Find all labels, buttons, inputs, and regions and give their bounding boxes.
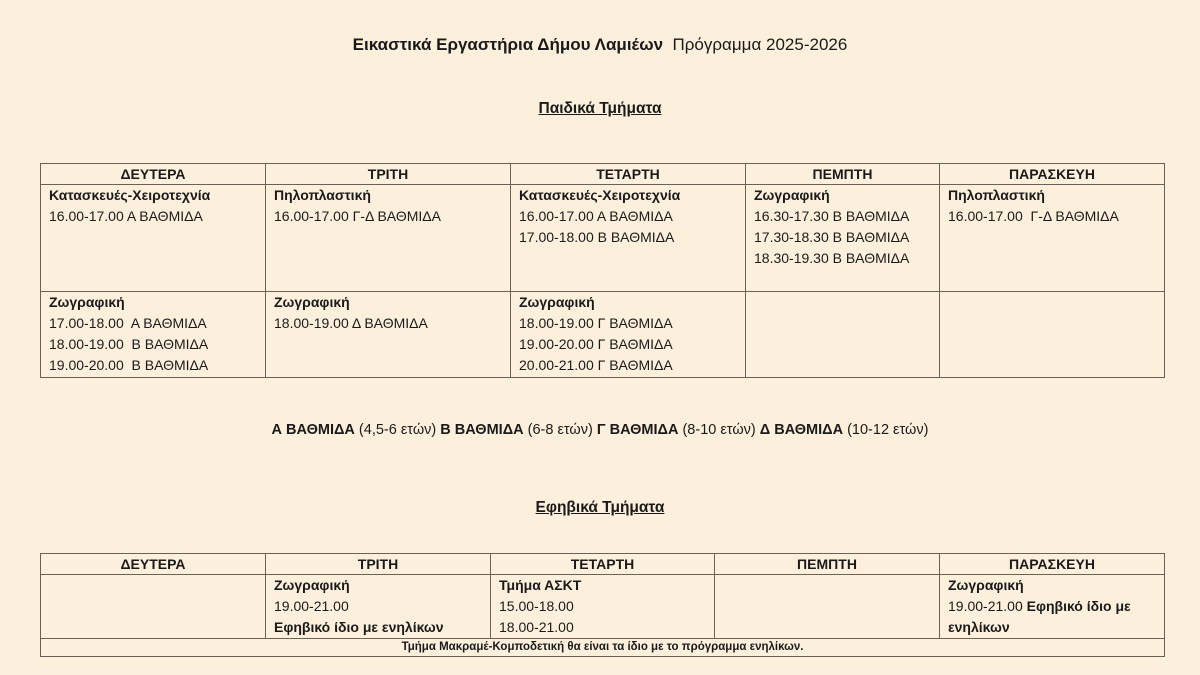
time-slot: 18.30-19.30 Β ΒΑΘΜΙΔΑ bbox=[754, 250, 910, 266]
day-header: ΤΡΙΤΗ bbox=[266, 554, 491, 575]
schedule-cell bbox=[266, 292, 511, 378]
day-header: ΠΑΡΑΣΚΕΥΗ bbox=[940, 164, 1165, 185]
time-slot: 19.00-21.00 bbox=[274, 598, 349, 614]
kids-schedule-table bbox=[40, 163, 1165, 378]
course-name: Κατασκευές-Χειροτεχνία bbox=[49, 187, 211, 203]
time-slot: 17.30-18.30 Β ΒΑΘΜΙΔΑ bbox=[754, 229, 910, 245]
schedule-cell bbox=[266, 185, 511, 292]
day-header: ΔΕΥΤΕΡΑ bbox=[41, 164, 266, 185]
footnote: Τμήμα Μακραμέ-Κομποδετική θα είναι τα ίδιο με το πρόγραμμα ενηλίκων. bbox=[41, 639, 1165, 657]
kids-header-row bbox=[41, 164, 1165, 185]
level-ages: (8-10 ετών) bbox=[682, 422, 756, 438]
schedule-cell bbox=[41, 292, 266, 378]
level-name: Β ΒΑΘΜΙΔΑ bbox=[440, 422, 524, 438]
teen-header-row bbox=[41, 554, 1165, 575]
level-ages: (10-12 ετών) bbox=[847, 422, 929, 438]
course-name: Πηλοπλαστική bbox=[948, 187, 1045, 203]
schedule-cell bbox=[511, 292, 746, 378]
kids-heading: Παιδικά Τμήματα bbox=[538, 100, 662, 117]
day-header: ΠΑΡΑΣΚΕΥΗ bbox=[940, 554, 1165, 575]
title-bold: Εικαστικά Εργαστήρια Δήμου Λαμιέων bbox=[352, 35, 664, 54]
empty-cell bbox=[940, 292, 1165, 378]
empty-cell bbox=[715, 575, 940, 639]
course-note: Εφηβικό ίδιο με ενηλίκων bbox=[274, 619, 444, 635]
level-name: Α ΒΑΘΜΙΔΑ bbox=[271, 422, 355, 438]
day-header: ΔΕΥΤΕΡΑ bbox=[41, 554, 266, 575]
course-name: Ζωγραφική bbox=[49, 294, 125, 310]
schedule-cell bbox=[41, 185, 266, 292]
course-name: Κατασκευές-Χειροτεχνία bbox=[519, 187, 681, 203]
time-slot: 16.00-17.00 Α ΒΑΘΜΙΔΑ bbox=[519, 208, 673, 224]
course-name: Ζωγραφική bbox=[274, 577, 350, 593]
time-slot: 20.00-21.00 Γ ΒΑΘΜΙΔΑ bbox=[519, 357, 673, 373]
schedule-cell bbox=[940, 185, 1165, 292]
time-slot: 17.00-18.00 Α ΒΑΘΜΙΔΑ bbox=[49, 315, 207, 331]
teen-heading: Εφηβικά Τμήματα bbox=[535, 499, 665, 516]
time-slot: 19.00-20.00 Γ ΒΑΘΜΙΔΑ bbox=[519, 336, 673, 352]
course-name: Ζωγραφική bbox=[274, 294, 350, 310]
time-slot: 16.00-17.00 Α ΒΑΘΜΙΔΑ bbox=[49, 208, 203, 224]
time-slot: 17.00-18.00 Β ΒΑΘΜΙΔΑ bbox=[519, 229, 675, 245]
day-header: ΤΕΤΑΡΤΗ bbox=[511, 164, 746, 185]
time-slot-with-note bbox=[948, 596, 1156, 638]
course-name: Πηλοπλαστική bbox=[274, 187, 371, 203]
level-name: Δ ΒΑΘΜΙΔΑ bbox=[759, 422, 844, 438]
time-slot: 15.00-18.00 bbox=[499, 598, 574, 614]
schedule-cell bbox=[940, 575, 1165, 639]
course-name: Ζωγραφική bbox=[948, 577, 1024, 593]
day-header: ΤΡΙΤΗ bbox=[266, 164, 511, 185]
level-name: Γ ΒΑΘΜΙΔΑ bbox=[596, 422, 679, 438]
schedule-cell bbox=[511, 185, 746, 292]
time-slot: 16.00-17.00 Γ-Δ ΒΑΘΜΙΔΑ bbox=[948, 208, 1119, 224]
time-slot: 18.00-19.00 Β ΒΑΘΜΙΔΑ bbox=[49, 336, 209, 352]
level-ages: (6-8 ετών) bbox=[527, 422, 593, 438]
time-slot: 19.00-21.00 bbox=[948, 598, 1023, 614]
time-slot: 16.00-17.00 Γ-Δ ΒΑΘΜΙΔΑ bbox=[274, 208, 441, 224]
teen-schedule-table bbox=[40, 553, 1165, 657]
course-name: Τμήμα ΑΣΚΤ bbox=[499, 577, 582, 593]
day-header: ΠΕΜΠΤΗ bbox=[715, 554, 940, 575]
time-slot: 19.00-20.00 Β ΒΑΘΜΙΔΑ bbox=[49, 357, 209, 373]
time-slot: 18.00-19.00 Δ ΒΑΘΜΙΔΑ bbox=[274, 315, 428, 331]
course-note: Εφηβικό ίδιο με ενηλίκων bbox=[948, 598, 1131, 635]
course-name: Ζωγραφική bbox=[519, 294, 595, 310]
course-name: Ζωγραφική bbox=[754, 187, 830, 203]
schedule-cell bbox=[266, 575, 491, 639]
level-ages: (4,5-6 ετών) bbox=[358, 422, 437, 438]
time-slot: 16.30-17.30 Β ΒΑΘΜΙΔΑ bbox=[754, 208, 910, 224]
day-header: ΠΕΜΠΤΗ bbox=[746, 164, 940, 185]
time-slot: 18.00-19.00 Γ ΒΑΘΜΙΔΑ bbox=[519, 315, 673, 331]
document-title bbox=[0, 34, 1200, 56]
schedule-cell bbox=[746, 185, 940, 292]
time-slot: 18.00-21.00 bbox=[499, 619, 574, 635]
empty-cell bbox=[41, 575, 266, 639]
kids-row bbox=[41, 292, 1165, 378]
day-header: ΤΕΤΑΡΤΗ bbox=[491, 554, 715, 575]
title-program: Πρόγραμμα 2025-2026 bbox=[672, 35, 848, 54]
teen-footnote-row bbox=[41, 639, 1165, 657]
schedule-cell bbox=[491, 575, 715, 639]
kids-row bbox=[41, 185, 1165, 292]
empty-cell bbox=[746, 292, 940, 378]
teen-row bbox=[41, 575, 1165, 639]
age-levels-legend bbox=[0, 420, 1200, 440]
